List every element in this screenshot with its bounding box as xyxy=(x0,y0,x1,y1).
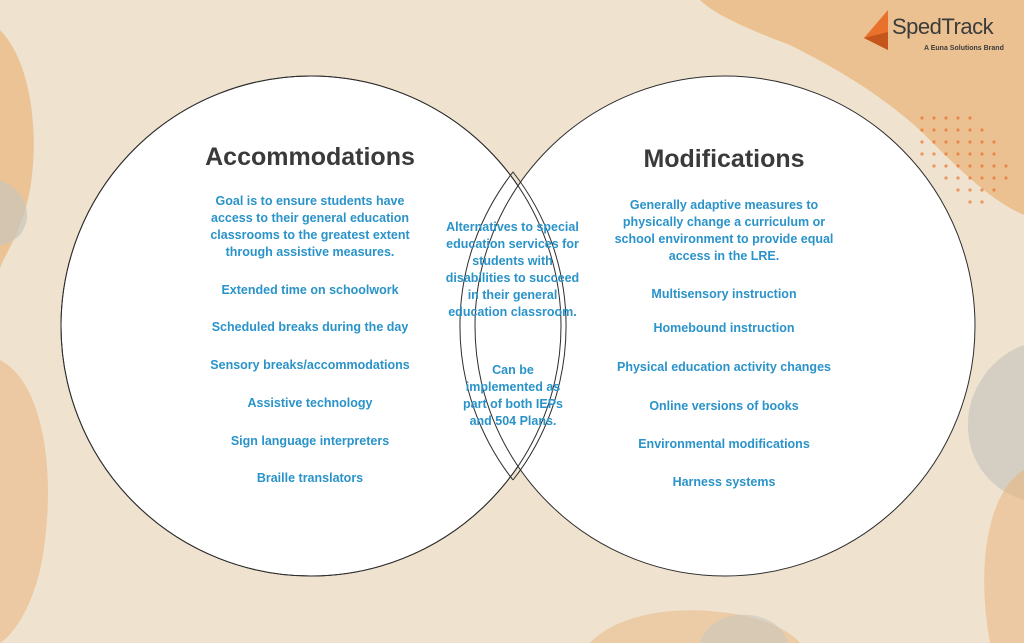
overlap-description: Alternatives to special education services for students with disabilities to succeed in their general education classroom. xyxy=(445,220,580,319)
accommodations-item: Sensory breaks/accommodations xyxy=(210,358,410,372)
overlap-note: Can be implemented as part of both IEPs and 504 Plans. xyxy=(463,363,563,428)
accommodations-item: Assistive technology xyxy=(247,396,373,410)
accommodations-title: Accommodations xyxy=(205,143,415,171)
modifications-item: Environmental modifications xyxy=(638,437,810,451)
modifications-title: Modifications xyxy=(643,145,805,173)
logo-name: SpedTrack xyxy=(892,14,994,39)
modifications-item: Multisensory instruction xyxy=(651,287,797,301)
modifications-goal: Generally adaptive measures to physically change a curriculum or school environment to provide equal access in the LRE. xyxy=(614,198,834,263)
accommodations-item: Scheduled breaks during the day xyxy=(211,320,409,334)
accommodations-item: Sign language interpreters xyxy=(230,434,390,448)
accommodations-item: Braille translators xyxy=(256,471,364,485)
modifications-item: Online versions of books xyxy=(649,399,799,413)
modifications-item: Homebound instruction xyxy=(653,321,795,335)
logo-tagline: A Euna Solutions Brand xyxy=(924,45,1004,52)
modifications-item: Harness systems xyxy=(672,475,776,489)
accommodations-goal: Goal is to ensure students have access to their general education classrooms to the greatest extent through assistive measures. xyxy=(210,194,410,259)
spedtrack-logo[interactable] xyxy=(862,10,1022,58)
modifications-item: Physical education activity changes xyxy=(617,360,831,374)
spedtrack-logo-icon xyxy=(862,10,892,50)
accommodations-item: Extended time on schoolwork xyxy=(221,283,399,297)
